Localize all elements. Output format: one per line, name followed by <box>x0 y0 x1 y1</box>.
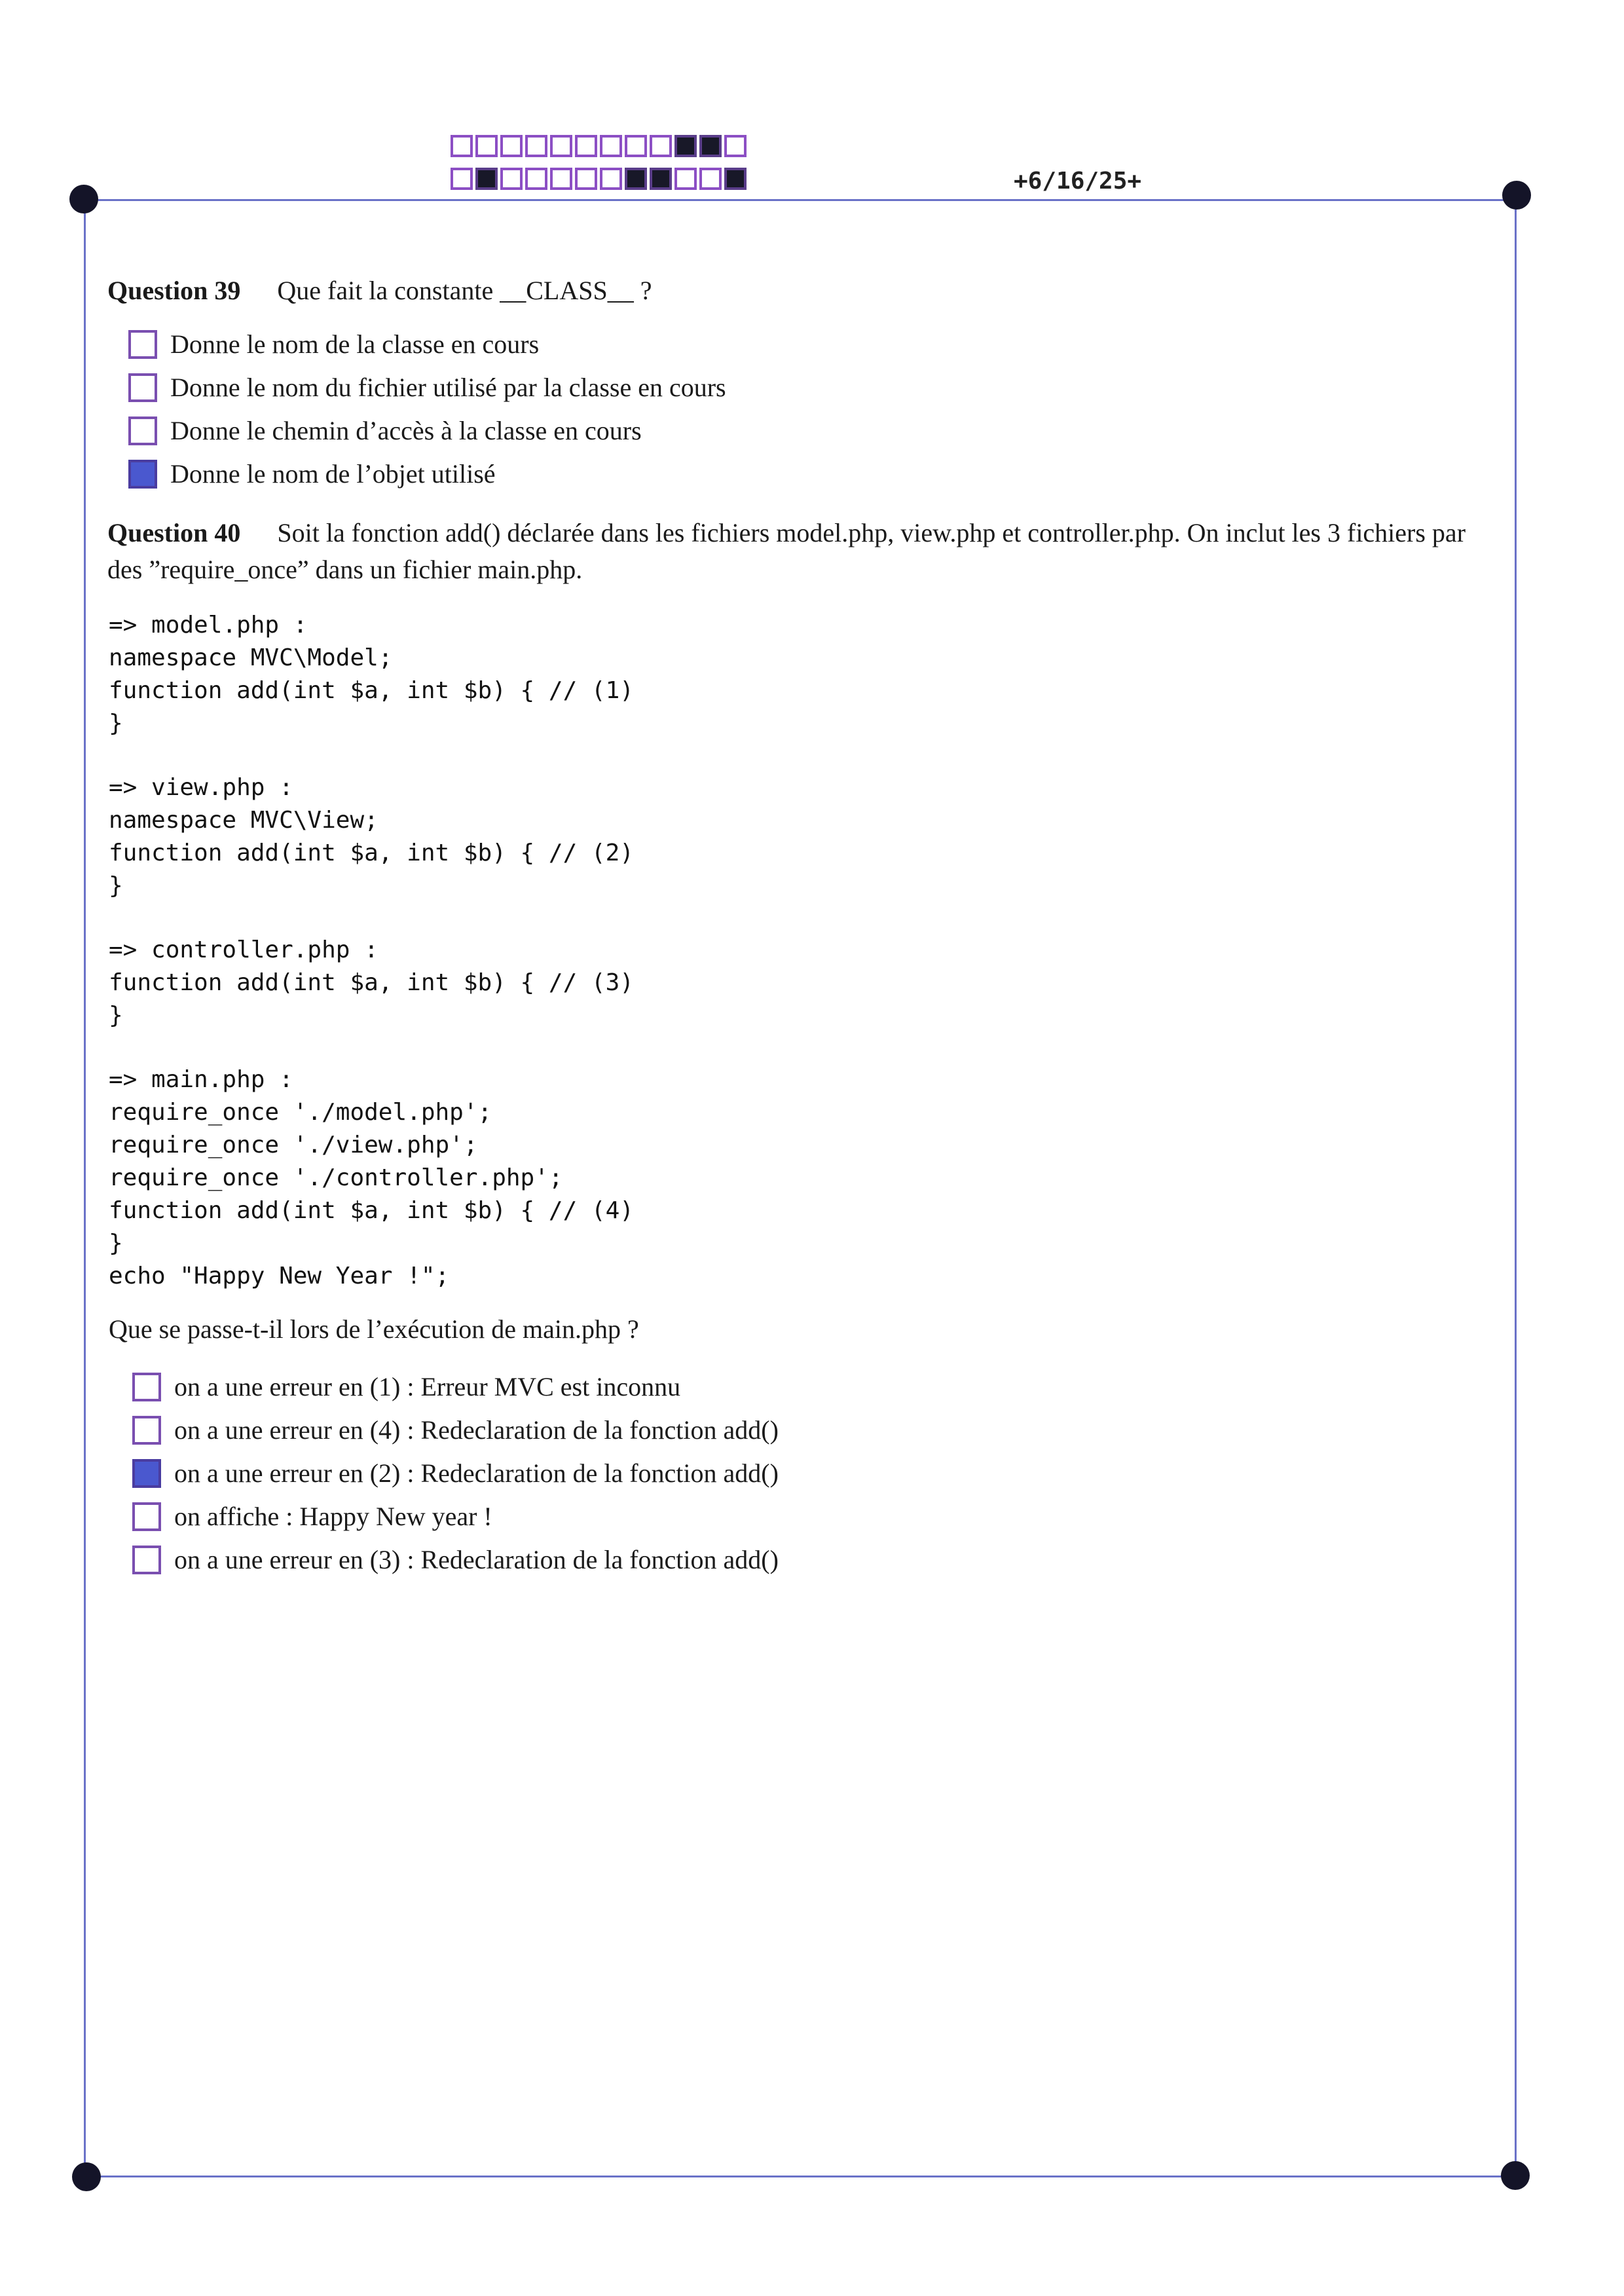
barcode-cell-filled <box>674 135 697 157</box>
frame-top-line <box>84 199 1517 201</box>
choice-label: Donne le chemin d’accès à la classe en cours <box>170 416 642 445</box>
corner-mark-top-right <box>1502 181 1531 210</box>
question-40-text: Soit la fonction add() déclarée dans les fichiers model.php, view.php et controller.php. On inclut les 3 fichiers par des ”require_once” dans un fichier main.php. <box>107 518 1466 584</box>
q40-choice-2[interactable] <box>132 1415 779 1445</box>
corner-mark-top-left <box>69 185 98 213</box>
barcode-cell-empty <box>699 168 722 190</box>
barcode-cell-empty <box>451 168 473 190</box>
corner-mark-bottom-left <box>72 2162 101 2191</box>
code-view-php: => view.php : namespace MVC\View; function add(int $a, int $b) { // (2) } <box>109 774 634 899</box>
barcode-cell-empty <box>451 135 473 157</box>
checkbox[interactable] <box>132 1546 161 1574</box>
choice-label: on a une erreur en (1) : Erreur MVC est inconnu <box>174 1372 681 1401</box>
barcode-cell-empty <box>650 135 672 157</box>
barcode-cell-empty <box>475 135 498 157</box>
question-40-statement <box>107 515 1502 588</box>
barcode-cell-empty <box>575 135 597 157</box>
barcode-cell-filled <box>475 168 498 190</box>
barcode-cell-empty <box>550 168 572 190</box>
code-model-php: => model.php : namespace MVC\Model; function add(int $a, int $b) { // (1) } <box>109 612 634 737</box>
checkbox[interactable] <box>128 373 157 402</box>
q40-choice-1[interactable] <box>132 1371 680 1402</box>
choice-label: on a une erreur en (3) : Redeclaration de la fonction add() <box>174 1545 779 1574</box>
barcode-cell-filled <box>625 168 647 190</box>
choice-label: Donne le nom du fichier utilisé par la classe en cours <box>170 373 726 402</box>
barcode-cell-empty <box>625 135 647 157</box>
checkbox-checked[interactable] <box>132 1459 161 1488</box>
question-39-header <box>107 275 652 306</box>
frame-left-line <box>84 199 86 2177</box>
checkbox[interactable] <box>132 1416 161 1445</box>
barcode-cell-empty <box>600 168 622 190</box>
choice-label: Donne le nom de l’objet utilisé <box>170 459 496 489</box>
checkbox[interactable] <box>128 330 157 359</box>
choice-label: on affiche : Happy New year ! <box>174 1502 492 1531</box>
question-39-label: Question 39 <box>107 276 241 305</box>
barcode-cell-filled <box>650 168 672 190</box>
checkbox[interactable] <box>128 417 157 445</box>
barcode-row-2 <box>451 168 747 190</box>
q39-choice-4[interactable] <box>128 458 496 489</box>
frame-bottom-line <box>84 2176 1517 2177</box>
checkbox[interactable] <box>132 1373 161 1401</box>
question-40-label: Question 40 <box>107 518 241 547</box>
frame-right-line <box>1515 199 1517 2177</box>
barcode-cell-empty <box>525 135 547 157</box>
q40-choice-3[interactable] <box>132 1458 779 1489</box>
barcode-cell-filled <box>699 135 722 157</box>
code-main-php: => main.php : require_once './model.php'; require_once './view.php'; require_once './controller.php'; function add(int $a, int $b) { // (4) } echo "Happy New Year !"; <box>109 1066 634 1289</box>
barcode-cell-empty <box>674 168 697 190</box>
barcode-cell-empty <box>550 135 572 157</box>
barcode-cell-empty <box>500 135 523 157</box>
choice-label: on a une erreur en (4) : Redeclaration de la fonction add() <box>174 1415 779 1445</box>
checkbox-checked[interactable] <box>128 460 157 489</box>
choice-label: Donne le nom de la classe en cours <box>170 329 540 359</box>
choice-label: on a une erreur en (2) : Redeclaration de la fonction add() <box>174 1458 779 1488</box>
question-39-text: Que fait la constante __CLASS__ ? <box>277 276 652 305</box>
code-controller-php: => controller.php : function add(int $a, int $b) { // (3) } <box>109 936 634 1029</box>
q40-choice-5[interactable] <box>132 1544 779 1575</box>
page-identifier: +6/16/25+ <box>1014 168 1142 194</box>
barcode-cell-empty <box>575 168 597 190</box>
q39-choice-1[interactable] <box>128 329 539 360</box>
question-40-prompt: Que se passe-t-il lors de l’exécution de main.php ? <box>109 1314 639 1344</box>
barcode-cell-empty <box>525 168 547 190</box>
barcode-row-1 <box>451 135 747 157</box>
barcode-cell-empty <box>500 168 523 190</box>
barcode-cell-empty <box>600 135 622 157</box>
checkbox[interactable] <box>132 1502 161 1531</box>
barcode-cell-empty <box>724 135 747 157</box>
corner-mark-bottom-right <box>1501 2161 1530 2190</box>
q39-choice-2[interactable] <box>128 372 726 403</box>
barcode-cell-filled <box>724 168 747 190</box>
q39-choice-3[interactable] <box>128 415 642 446</box>
q40-choice-4[interactable] <box>132 1501 492 1532</box>
